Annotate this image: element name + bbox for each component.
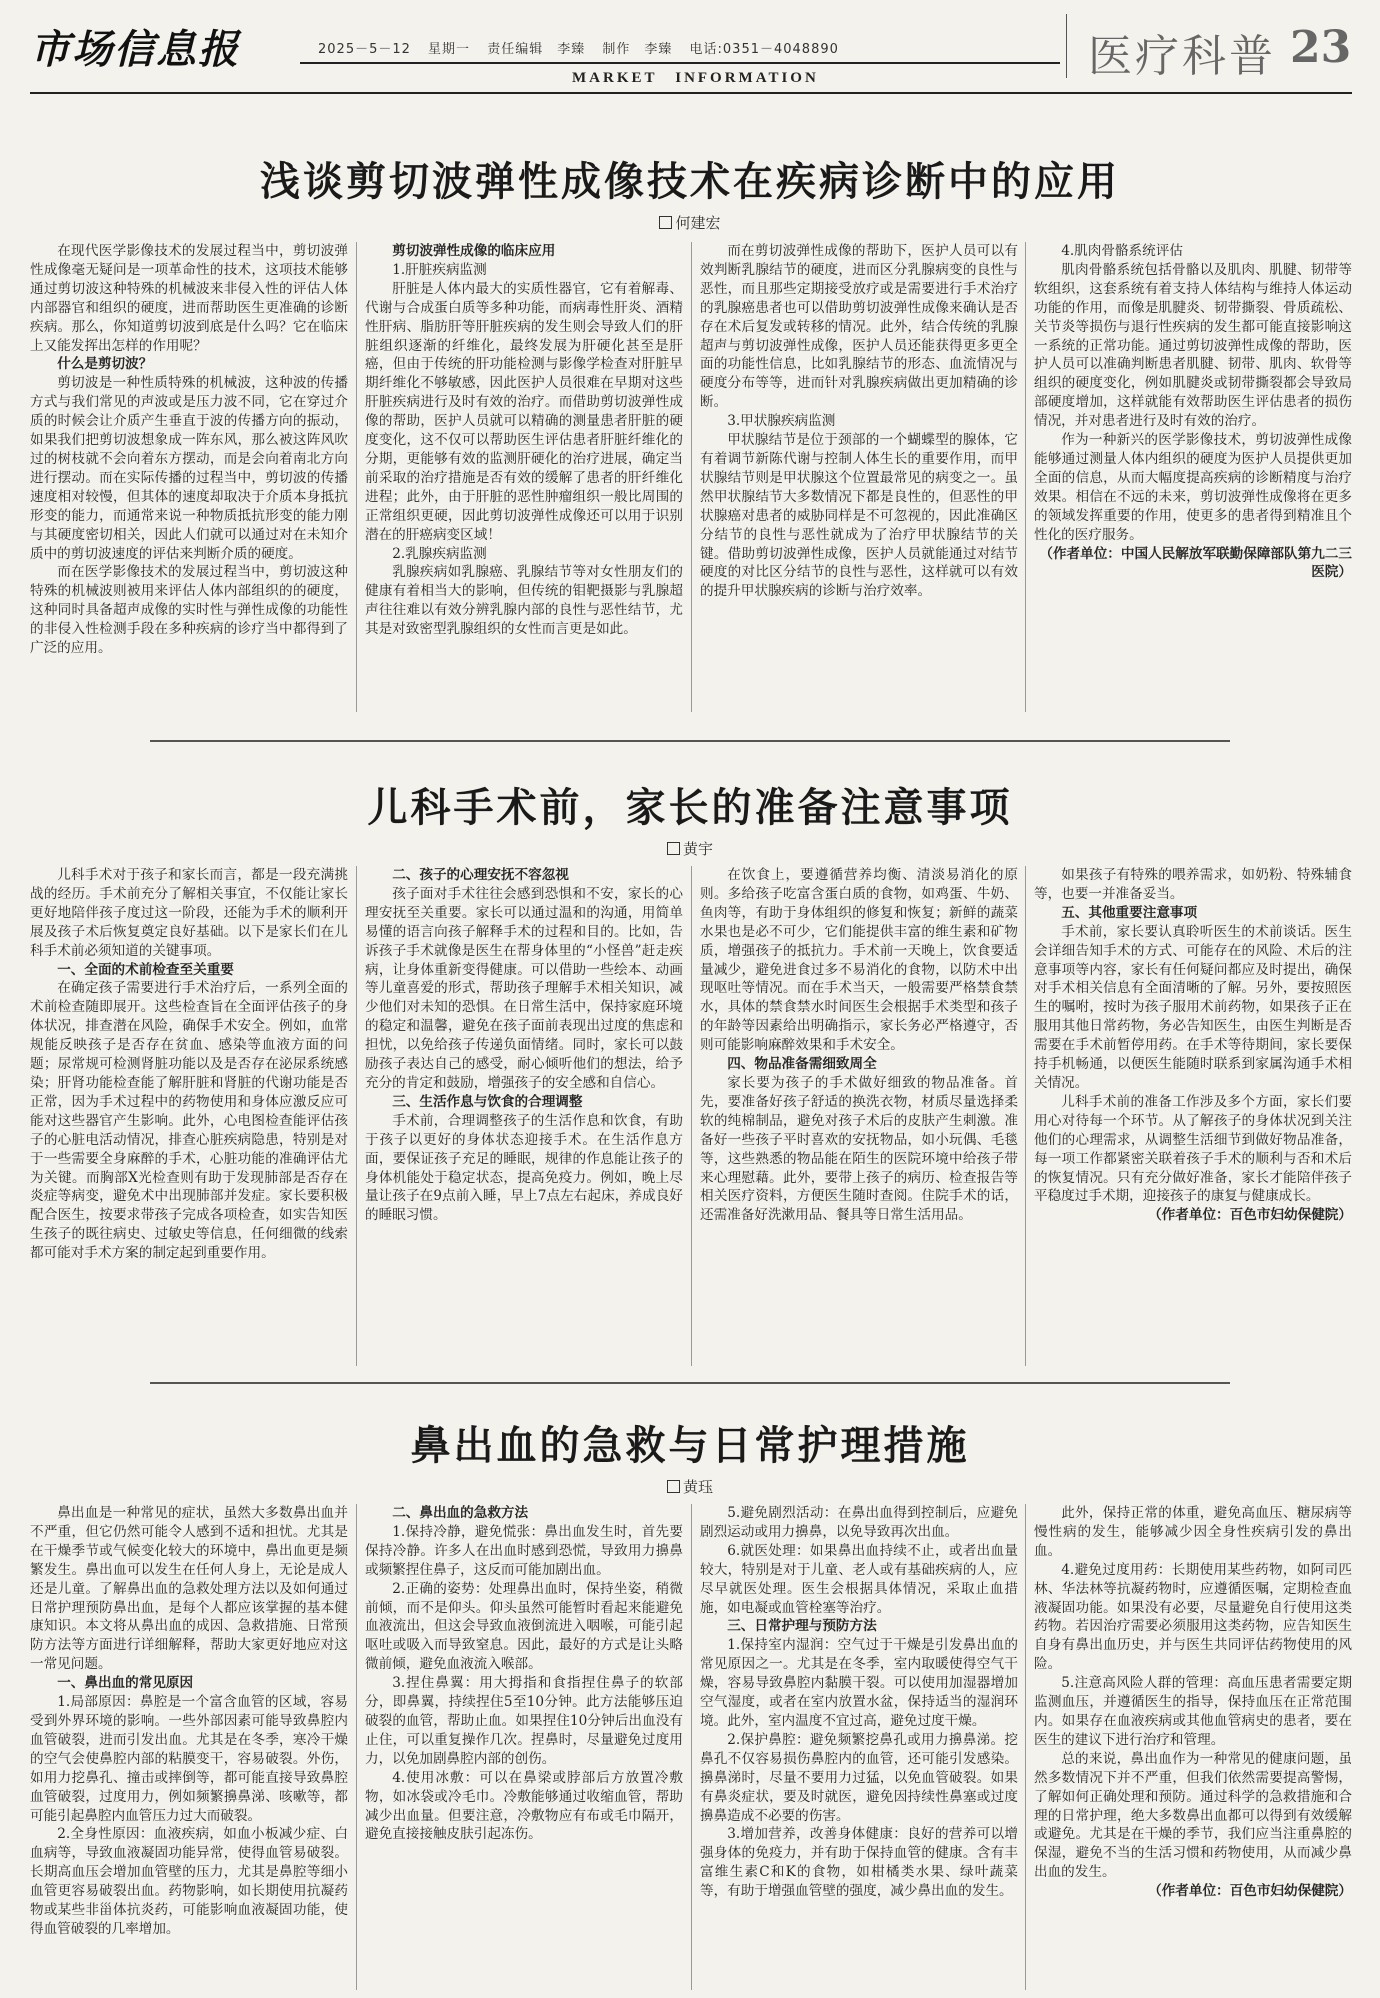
paragraph: 4.肌肉骨骼系统评估	[1061, 243, 1183, 259]
section-heading: 四、物品准备需细致周全	[727, 1056, 877, 1073]
article-title: 鼻出血的急救与日常护理措施	[410, 1423, 970, 1469]
column-divider	[356, 1504, 357, 1990]
issue-weekday: 星期一	[428, 42, 471, 57]
paragraph: 而在剪切波弹性成像的帮助下，医护人员可以有效判断乳腺结节的硬度，进而区分乳腺病变的良性与恶性，而且那些定期接受放疗或是需要进行手术治疗的乳腺癌患者也可以借助剪切波弹性成像来确认是否存在术后复发或转移的情况。此外，结合传统的乳腺超声与剪切波弹性成像，医护人员还能获得更多更全面的功能性信息，比如乳腺结节的形态、血流情况与硬度分布等等，进而针对乳腺疾病做出更加精确的诊断。	[700, 243, 1018, 411]
paragraph: 1.保持室内湿润：空气过于干燥是引发鼻出血的常见原因之一。尤其是在冬季，室内取暖使得空气干燥，容易导致鼻腔内黏膜干裂。可以使用加湿器增加空气湿度，或者在室内放置水盆，保持适当的湿润环境。此外，室内温度不宜过高，避免过度干燥。	[700, 1637, 1018, 1729]
paragraph: 乳腺疾病如乳腺癌、乳腺结节等对女性朋友们的健康有着相当大的影响，但传统的钼靶摄影与乳腺超声往往难以有效分辨乳腺内部的良性与恶性结节，尤其是对致密型乳腺组织的女性而言更是如此。	[365, 564, 683, 638]
paragraph: 总的来说，鼻出血作为一种常见的健康问题，虽然多数情况下并不严重，但我们依然需要提高警惕，了解如何正确处理和预防。通过科学的急救措施和合理的日常护理，绝大多数鼻出血都可以得到有效缓解或避免。尤其是在干燥的季节，我们应当注重鼻腔的保湿，避免不当的生活习惯和药物使用，从而减少鼻出血的发生。	[1034, 1750, 1352, 1881]
paragraph: 2.全身性原因：血液疾病，如血小板减少症、白血病等，导致血液凝固功能异常，使得血管易破裂。长期高血压会增加血管壁的压力，尤其是鼻腔等细小血管更容易破裂出血。药物影响，如长期使用抗凝药物或某些非甾体抗炎药，可能影响血液凝固功能，使得血管破裂的几率增加。	[30, 1826, 348, 1937]
paragraph: 2.乳腺疾病监测	[392, 545, 487, 562]
paragraph: 而在医学影像技术的发展过程当中，剪切波这种特殊的机械波则被用来评估人体内部组织的的硬度，这种同时具备超声成像的实时性与弹性成像的功能性的非侵入性检测手段在多种疾病的诊疗当中都得到了广泛的应用。	[30, 564, 348, 657]
paragraph: 1.保持冷静，避免慌张：鼻出血发生时，首先要保持冷静。许多人在出血时感到恐慌，导致用力擤鼻或频繁捏住鼻子，这反而可能加剧出血。	[365, 1523, 683, 1578]
article-author: 黄宇	[682, 840, 713, 858]
paragraph: 2.保护鼻腔：避免频繁挖鼻孔或用力擤鼻涕。挖鼻孔不仅容易损伤鼻腔内的血管，还可能引发感染。擤鼻涕时，尽量不要用力过猛，以免血管破裂。如果有鼻炎症状，要及时就医，避免因持续性鼻塞或过度擤鼻造成不必要的伤害。	[700, 1731, 1018, 1824]
paragraph: 肝脏是人体内最大的实质性器官，它有着解毒、代谢与合成蛋白质等多种功能，而病毒性肝炎、酒精性肝病、脂肪肝等肝脏疾病的发生则会导致人们的肝脏组织逐渐的纤维化，最终发展为肝硬化甚至是肝癌，但由于传统的肝功能检测与影像学检查对肝脏早期纤维化不够敏感，因此医护人员很难在早期对这些肝脏疾病进行及时有效的治疗。而借助剪切波弹性成像的帮助，医护人员就可以精确的测量患者肝脏的硬度变化，这不仅可以帮助医生评估患者肝脏纤维化的分期，更能够有效的监测肝硬化的治疗进展，确定当前采取的治疗措施是否有效的缓解了患者的肝纤维化进程；此外，由于肝脏的恶性肿瘤组织一般比周围的正常组织更硬，因此剪切波弹性成像还可以用于识别潜在的肝癌病变区域！	[365, 280, 683, 543]
producer-credit: 制作 李臻	[602, 42, 673, 57]
text-column	[700, 866, 1018, 1366]
article-byline	[0, 1476, 1380, 1497]
text-column	[30, 866, 348, 1366]
text-column	[1034, 866, 1352, 1366]
editor-credit: 责任编辑 李臻	[487, 42, 586, 57]
article-separator	[150, 740, 1230, 742]
column-divider	[1025, 1504, 1026, 1990]
paragraph: 在确定孩子需要进行手术治疗后，一系列全面的术前检查随即展开。这些检查旨在全面评估孩子的身体状况，排查潜在风险，确保手术安全。例如，血常规能反映孩子是否存在贫血、感染等血液方面的问题；尿常规可检测肾脏功能以及是否存在泌尿系统感染；肝肾功能检查能了解肝脏和肾脏的代谢功能是否正常，因为手术过程中的药物使用和身体应激反应可能对这些器官产生影响。此外，心电图检查能评估孩子的心脏电活动情况，排查心脏疾病隐患，特别是对于一些需要全身麻醉的手术，心脏功能的准确评估尤为关键。而胸部X光检查则有助于发现肺部是否存在炎症等病变，避免术中出现肺部并发症。家长要积极配合医生，按要求带孩子完成各项检查，如实告知医生孩子的既往病史、过敏史等信息，任何细微的线索都可能对手术方案的制定起到重要作用。	[30, 980, 348, 1262]
paragraph: 5.注意高风险人群的管理：高血压患者需要定期监测血压，并遵循医生的指导，保持血压在正常范围内。如果存在血液疾病或其他血管病史的患者，要在医生的建议下进行治疗和管理。	[1034, 1675, 1352, 1748]
column-divider	[1025, 242, 1026, 712]
text-column	[30, 1504, 348, 1990]
text-column	[700, 242, 1018, 712]
article-byline	[0, 212, 1380, 233]
paragraph: 在现代医学影像技术的发展过程当中，剪切波弹性成像毫无疑问是一项革命性的技术，这项技术能够通过剪切波这种特殊的机械波来非侵入性的评估人体内部器官和组织的硬度，进而帮助医生更准确的诊断疾病。那么，你知道剪切波到底是什么吗？它在临床上又能发挥出怎样的作用呢？	[30, 243, 348, 354]
column-divider	[691, 1504, 692, 1990]
paragraph: 3.增加营养，改善身体健康：良好的营养可以增强身体的免疫力，并有助于保持血管的健康。含有丰富维生素C和K的食物，如柑橘类水果、绿叶蔬菜等，有助于增强血管壁的强度，减少鼻出血的发生。	[700, 1826, 1018, 1900]
paragraph: 孩子面对手术往往会感到恐惧和不安，家长的心理安抚至关重要。家长可以通过温和的沟通，用简单易懂的语言向孩子解释手术的过程和目的。比如，告诉孩子手术就像是医生在帮身体里的“小怪兽”赶走疾病，让身体重新变得健康。可以借助一些绘本、动画等儿童喜爱的形式，帮助孩子理解手术相关知识，减少他们对未知的恐惧。在日常生活中，保持家庭环境的稳定和温馨，避免在孩子面前表现出过度的焦虑和担忧，以免给孩子传递负面情绪。同时，家长可以鼓励孩子表达自己的感受，耐心倾听他们的想法，给予充分的肯定和鼓励，增强孩子的安全感和自信心。	[365, 885, 683, 1091]
paragraph: 3.甲状腺疾病监测	[727, 413, 836, 430]
phone-number: 电话:0351－4048890	[689, 42, 839, 57]
text-column	[365, 242, 683, 712]
section-heading: 什么是剪切波？	[57, 356, 153, 373]
column-divider	[1025, 866, 1026, 1366]
section-heading: 二、孩子的心理安抚不容忽视	[392, 867, 569, 883]
article-title: 儿科手术前，家长的准备注意事项	[367, 785, 1013, 831]
text-column	[700, 1504, 1018, 1990]
paragraph: 6.就医处理：如果鼻出血持续不止，或者出血量较大，特别是对于儿童、老人或有基础疾病的人，应尽早就医处理。医生会根据具体情况，采取止血措施，如电凝或血管栓塞等治疗。	[700, 1542, 1018, 1616]
page-number: 23	[1290, 22, 1352, 73]
paragraph: 4.使用冰敷：可以在鼻梁或脖部后方放置冷敷物，如冰袋或冷毛巾。冷敷能够通过收缩血管，帮助减少出血量。但要注意，冷敷物应有布或毛巾隔开，避免直接接触皮肤引起冻伤。	[365, 1769, 683, 1843]
column-divider	[356, 242, 357, 712]
article-body	[30, 1504, 1352, 1990]
paragraph: 手术前，家长要认真聆听医生的术前谈话。医生会详细告知手术的方式、可能存在的风险、术后的注意事项等内容，家长有任何疑问都应及时提出，确保对手术相关信息有全面清晰的了解。另外，要按照医生的嘱咐，按时为孩子服用术前药物，如果孩子正在服用其他日常药物，务必告知医生，由医生判断是否需要在手术前暂停用药。在手术等待期间，家长要保持手机畅通，以便医生能随时联系到家属沟通手术相关情况。	[1034, 923, 1352, 1091]
masthead-bottom-rule	[30, 92, 1352, 94]
author-affiliation: （作者单位：百色市妇幼保健院）	[1148, 1883, 1352, 1900]
text-column	[1034, 1504, 1352, 1990]
section-heading: 五、其他重要注意事项	[1061, 904, 1198, 921]
text-column	[30, 242, 348, 712]
masthead	[0, 0, 1380, 92]
paragraph: 在饮食上，要遵循营养均衡、清淡易消化的原则。多给孩子吃富含蛋白质的食物，如鸡蛋、牛奶、鱼肉等，有助于身体组织的修复和恢复；新鲜的蔬菜水果也是必不可少，它们能提供丰富的维生素和矿物质，增强孩子的抵抗力。手术前一天晚上，饮食要适量减少，避免进食过多不易消化的食物，以防术中出现呕吐等情况。而在手术当天，一般需要严格禁食禁水，具体的禁食禁水时间医生会根据手术类型和孩子的年龄等因素给出明确指示，家长务必严格遵守，否则可能影响麻醉效果和手术安全。	[700, 867, 1018, 1054]
paragraph: 1.局部原因：鼻腔是一个富含血管的区域，容易受到外界环境的影响。一些外部因素可能导致鼻腔内血管破裂，进而引发出血。尤其是在冬季，寒冷干燥的空气会使鼻腔内部的粘膜变干，容易破裂。外伤，如用力挖鼻孔、撞击或摔倒等，都可能直接导致鼻腔血管破裂，过度用力，例如频繁擤鼻涕、咳嗽等，都可能引起鼻腔内血管压力过大而破裂。	[30, 1694, 348, 1824]
issue-date: 2025－5－12	[318, 42, 411, 57]
section-heading: 剪切波弹性成像的临床应用	[392, 243, 556, 259]
paragraph: 儿科手术前的准备工作涉及多个方面，家长们要用心对待每一个环节。从了解孩子的身体状况到关注他们的心理需求，从调整生活细节到做好物品准备，每一项工作都紧密关联着孩子手术的顺利与否和术后的恢复情况。只有充分做好准备，家长才能陪伴孩子平稳度过手术期，迎接孩子的康复与健康成长。	[1034, 1093, 1352, 1205]
text-column	[1034, 242, 1352, 712]
paragraph: 如果孩子有特殊的喂养需求，如奶粉、特殊辅食等，也要一并准备妥当。	[1034, 867, 1352, 902]
masthead-rule	[300, 62, 1060, 64]
column-divider	[691, 866, 692, 1366]
paragraph: 鼻出血是一种常见的症状，虽然大多数鼻出血并不严重，但它仍然可能令人感到不适和担忧。尤其是在干燥季节或气候变化较大的环境中，鼻出血更是频繁发生。鼻出血可以发生在任何人身上，无论是成人还是儿童。了解鼻出血的急救处理方法以及如何通过日常护理预防鼻出血，是每个人都应该掌握的基本健康知识。本文将从鼻出血的成因、急救措施、日常预防方法等方面进行详细解释，帮助大家更好地应对这一常见问题。	[30, 1505, 348, 1673]
article-byline	[0, 838, 1380, 859]
text-column	[365, 866, 683, 1366]
paragraph: 甲状腺结节是位于颈部的一个蝴蝶型的腺体，它有着调节新陈代谢与控制人体生长的重要作用，而甲状腺结节则是甲状腺这个位置最常见的病变之一。虽然甲状腺结节大多数情况下都是良性的，但恶性的甲状腺癌对患者的威胁同样是不可忽视的，因此准确区分结节的良性与恶性就成为了治疗甲状腺结节的关键。借助剪切波弹性成像，医护人员就能通过对结节硬度的对比区分结节的良性与恶性，这样就可以有效的提升甲状腺疾病的诊断与治疗效率。	[700, 432, 1018, 600]
paragraph: 作为一种新兴的医学影像技术，剪切波弹性成像能够通过测量人体内组织的硬度为医护人员提供更加全面的信息，从而大幅度提高疾病的诊断精度与治疗效果。相信在不远的未来，剪切波弹性成像将在更多的领域发挥重要的作用，使更多的患者得到精准且个性化的医疗服务。	[1034, 432, 1352, 543]
column-divider	[691, 242, 692, 712]
text-column	[365, 1504, 683, 1990]
author-affiliation: （作者单位：百色市妇幼保健院）	[1148, 1207, 1352, 1224]
paragraph: 1.肝脏疾病监测	[392, 261, 487, 278]
english-name: MARKET INFORMATION	[572, 70, 819, 86]
article-body	[30, 866, 1352, 1366]
paragraph: 家长要为孩子的手术做好细致的物品准备。首先，要准备好孩子舒适的换洗衣物，材质尽量选择柔软的纯棉制品，避免对孩子术后的皮肤产生刺激。准备好一些孩子平时喜欢的安抚物品，如小玩偶、毛毯等，这些熟悉的物品能在陌生的医院环境中给孩子带来心理慰藉。此外，要带上孩子的病历、检查报告等相关医疗资料，方便医生随时查阅。住院手术的话，还需准备好洗漱用品、餐具等日常生活用品。	[700, 1074, 1018, 1224]
paragraph: 肌肉骨骼系统包括骨骼以及肌肉、肌腱、韧带等软组织，这套系统有着支持人体结构与维持人体运动功能的作用，而像是肌腱炎、韧带撕裂、骨质疏松、关节炎等损伤与退行性疾病的发生都可能直接影响这一系统的正常功能。通过剪切波弹性成像的帮助，医护人员可以准确判断患者肌腱、韧带、肌肉、软骨等组织的硬度变化，例如肌腱炎或韧带撕裂都会导致局部硬度增加，这样就能有效帮助医生评估患者的损伤情况，并对患者进行及时有效的治疗。	[1034, 261, 1352, 430]
paragraph: 4.避免过度用药：长期使用某些药物，如阿司匹林、华法林等抗凝药物时，应遵循医嘱，定期检查血液凝固功能。如果没有必要，尽量避免自行使用这类药物。若因治疗需要必须服用这类药物，应告知医生自身有鼻出血历史，并与医生共同评估药物使用的风险。	[1034, 1561, 1352, 1673]
paragraph: 3.捏住鼻翼：用大拇指和食指捏住鼻子的软部分，即鼻翼，持续捏住5至10分钟。此方法能够压迫破裂的血管，帮助止血。如果捏住10分钟后出血没有止住，可以重复操作几次。捏鼻时，尽量避免过度用力，以免加剧鼻腔内部的创伤。	[365, 1675, 683, 1767]
article-author: 何建宏	[675, 214, 721, 232]
section-heading: 三、生活作息与饮食的合理调整	[392, 1093, 583, 1110]
article-title: 浅谈剪切波弹性成像技术在疾病诊断中的应用	[260, 159, 1120, 205]
paragraph: 儿科手术对于孩子和家长而言，都是一段充满挑战的经历。手术前充分了解相关事宜，不仅能让家长更好地陪伴孩子度过这一阶段，还能为手术的顺利开展及孩子术后恢复奠定良好基础。以下是家长们在儿科手术前必须知道的关键事项。	[30, 867, 348, 959]
author-affiliation: （作者单位：中国人民解放军联勤保障部队第九二三医院）	[1039, 545, 1352, 581]
section-name: 医疗科普	[1088, 31, 1276, 82]
section-heading: 一、鼻出血的常见原因	[57, 1675, 194, 1692]
issue-meta	[318, 38, 851, 57]
section-heading: 三、日常护理与预防方法	[727, 1618, 877, 1635]
paragraph: 手术前，合理调整孩子的生活作息和饮食，有助于孩子以更好的身体状态迎接手术。在生活作息方面，要保证孩子充足的睡眠，规律的作息能让孩子的身体机能处于稳定状态，提高免疫力。例如，晚上尽量让孩子在9点前入睡，早上7点左右起床，养成良好的睡眠习惯。	[365, 1112, 683, 1224]
paragraph: 2.正确的姿势：处理鼻出血时，保持坐姿，稍微前倾，而不是仰头。仰头虽然可能暂时看起来能避免血液流出，但这会导致血液倒流进入咽喉，可能引起呕吐或吸入而导致窒息。因此，最好的方式是让头略微前倾，避免血液流入喉部。	[365, 1580, 683, 1673]
article-body	[30, 242, 1352, 712]
section-heading: 一、全面的术前检查至关重要	[57, 961, 234, 978]
section-heading: 二、鼻出血的急救方法	[392, 1505, 529, 1521]
paragraph: 剪切波是一种性质特殊的机械波，这种波的传播方式与我们常见的声波或是压力波不同，它在穿过介质的时候会让介质产生垂直于波的传播方向的振动，如果我们把剪切波想象成一阵东风，那么被这阵风吹过的树枝就不会向着东方摆动，而是会向着南北方向进行摆动。而在实际传播的过程当中，剪切波的传播速度相对较慢，但其体的速度却取决于介质本身抵抗形变的能力，而通常来说一种物质抵抗形变的能力刚与其硬度密切相关，因此人们就可以通过对在未知介质中的剪切波速度的评估来判断介质的硬度。	[30, 375, 348, 562]
article-separator	[150, 1382, 1230, 1384]
paragraph: 此外，保持正常的体重，避免高血压、糖尿病等慢性病的发生，能够减少因全身性疾病引发的鼻出血。	[1034, 1505, 1352, 1559]
newspaper-logo: 市场信息报	[30, 26, 240, 73]
article-author: 黄珏	[682, 1478, 713, 1496]
column-divider	[356, 866, 357, 1366]
paragraph: 5.避免剧烈活动：在鼻出血得到控制后，应避免剧烈运动或用力擤鼻，以免导致再次出血。	[700, 1505, 1018, 1540]
